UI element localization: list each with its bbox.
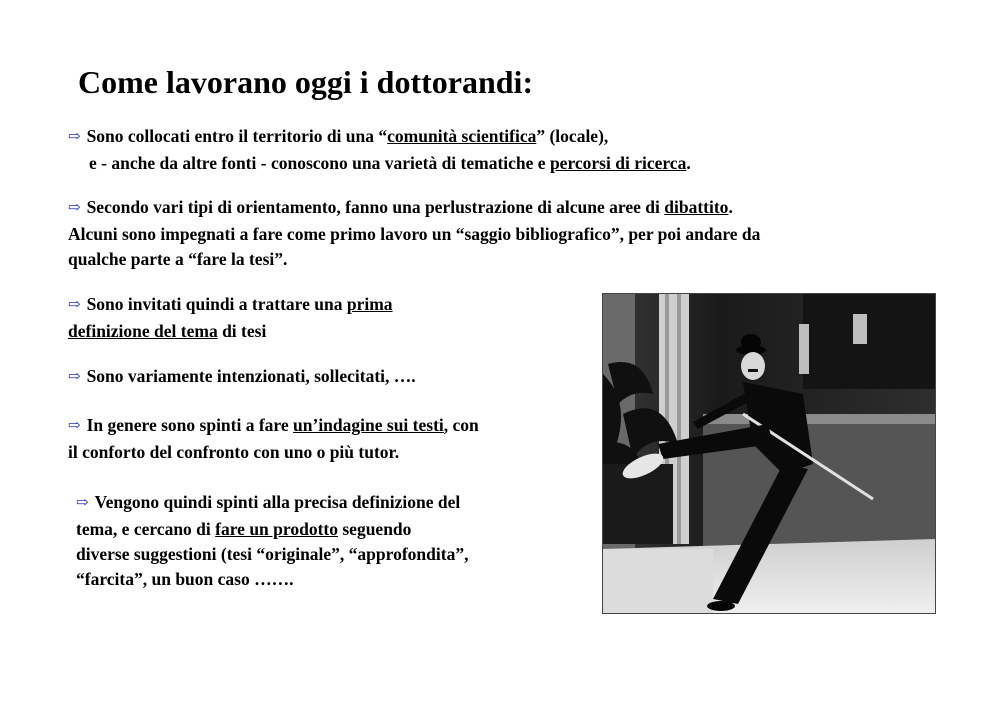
text: In genere sono spinti a fare: [86, 415, 294, 435]
underlined-term-definizione-del-tema: definizione del tema: [68, 321, 218, 341]
paragraph-2-line-1: [68, 195, 760, 222]
paragraph-6-line-2: [76, 517, 468, 542]
text: Sono variamente intenzionati, sollecitati, ….: [86, 366, 416, 386]
paragraph-6-line-3: diverse suggestioni (tesi “originale”, “approfondita”,: [76, 544, 469, 564]
paragraph-4: [68, 364, 416, 391]
paragraph-6-line-1: [76, 490, 468, 517]
paragraph-5-line-2: il conforto del confronto con uno o più tutor.: [68, 442, 400, 462]
underlined-term-comunita-scientifica: comunità scientifica: [387, 126, 537, 146]
text: di tesi: [217, 321, 267, 341]
arrow-bullet-icon: ⇨: [68, 129, 81, 145]
paragraph-4-line-1: [68, 364, 416, 391]
underlined-term-prima: prima: [346, 294, 393, 314]
slide-title: Come lavorano oggi i dottorandi:: [78, 64, 534, 100]
paragraph-3-line-2: [68, 319, 393, 344]
paragraph-1-line-1: [68, 124, 691, 151]
text: Sono collocati entro il territorio di una “: [86, 126, 388, 146]
photo-illustration: [603, 294, 935, 613]
paragraph-2-line-2: Alcuni sono impegnati a fare come primo lavoro un “saggio bibliografico”, per poi andare da: [68, 224, 761, 244]
text: seguendo: [338, 519, 412, 539]
text: Sono invitati quindi a trattare una: [86, 294, 347, 314]
paragraph-6: [76, 490, 468, 592]
paragraph-6-line-4: “farcita”, un buon caso …….: [76, 569, 294, 589]
paragraph-1-line-2: [68, 151, 691, 176]
underlined-term-percorsi-di-ricerca: percorsi di ricerca: [549, 153, 687, 173]
paragraph-5-line-1: [68, 413, 479, 440]
text: e - anche da altre fonti - conoscono una varietà di tematiche e: [89, 153, 550, 173]
paragraph-2-line-3: qualche parte a “fare la tesi”.: [68, 249, 288, 269]
arrow-bullet-icon: ⇨: [68, 200, 81, 216]
paragraph-3: [68, 292, 393, 344]
paragraph-5: [68, 413, 479, 465]
text: Vengono quindi spinti alla precisa definizione del: [94, 492, 461, 512]
text: tema, e cercano di: [76, 519, 216, 539]
paragraph-2: [68, 195, 760, 272]
text: .: [686, 153, 691, 173]
text: .: [728, 197, 733, 217]
arrow-bullet-icon: ⇨: [68, 418, 81, 434]
underlined-term-dibattito: dibattito: [664, 197, 729, 217]
underlined-term-fare-un-prodotto: fare un prodotto: [215, 519, 338, 539]
arrow-bullet-icon: ⇨: [76, 495, 89, 511]
arrow-bullet-icon: ⇨: [68, 369, 81, 385]
paragraph-1: [68, 124, 691, 176]
text: ” (locale),: [536, 126, 609, 146]
text: Secondo vari tipi di orientamento, fanno una perlustrazione di alcune aree di: [86, 197, 665, 217]
arrow-bullet-icon: ⇨: [68, 297, 81, 313]
paragraph-3-line-1: [68, 292, 393, 319]
underlined-term-indagine-sui-testi: un’indagine sui testi: [293, 415, 444, 435]
text: , con: [443, 415, 479, 435]
photo-dancing-man-with-cane: [602, 293, 936, 614]
